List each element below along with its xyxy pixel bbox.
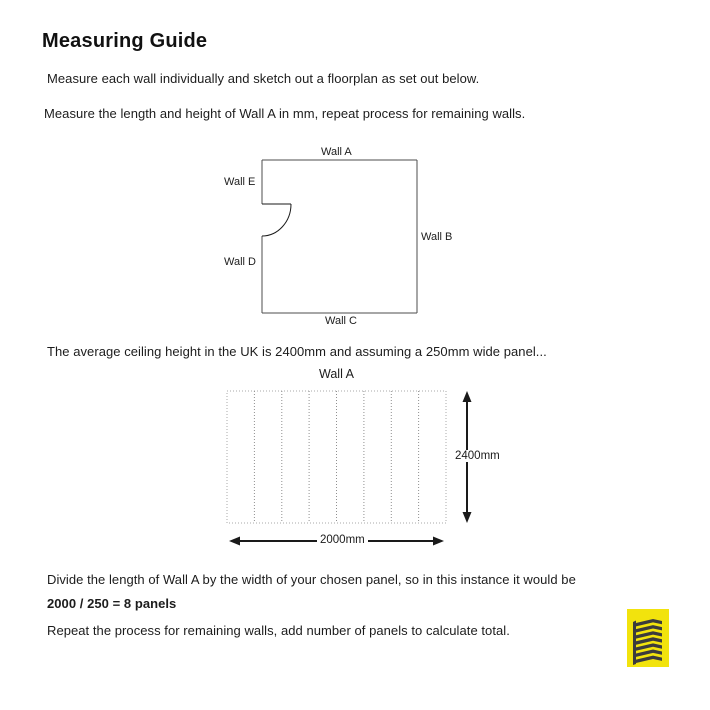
instruction-line-4: Divide the length of Wall A by the width of your chosen panel, so in this instance it would be bbox=[47, 572, 576, 587]
brand-logo bbox=[627, 609, 669, 667]
floorplan-wall-b-label: Wall B bbox=[421, 231, 453, 243]
width-dimension-label: 2000mm bbox=[317, 534, 368, 546]
floorplan-wall-d-label: Wall D bbox=[224, 256, 256, 268]
height-dimension-label: 2400mm bbox=[452, 450, 503, 462]
formula-text: 2000 / 250 = 8 panels bbox=[47, 596, 177, 611]
door-swing-arc bbox=[262, 204, 291, 236]
instruction-line-3: The average ceiling height in the UK is 2400mm and assuming a 250mm wide panel... bbox=[47, 344, 547, 359]
instruction-line-5: Repeat the process for remaining walls, add number of panels to calculate total. bbox=[47, 623, 510, 638]
floorplan-wall-e-label: Wall E bbox=[224, 176, 256, 188]
panel-diagram bbox=[225, 388, 510, 553]
panel-diagram-wall-label: Wall A bbox=[319, 367, 354, 381]
door-symbol bbox=[262, 204, 291, 236]
floorplan-wall-c-label: Wall C bbox=[325, 315, 357, 327]
panel-dividers bbox=[254, 391, 418, 523]
page-title: Measuring Guide bbox=[42, 30, 208, 52]
instruction-line-1: Measure each wall individually and sketch out a floorplan as set out below. bbox=[47, 71, 480, 86]
instruction-line-2: Measure the length and height of Wall A in mm, repeat process for remaining walls. bbox=[44, 106, 526, 121]
floorplan-wall-a-label: Wall A bbox=[321, 146, 352, 158]
